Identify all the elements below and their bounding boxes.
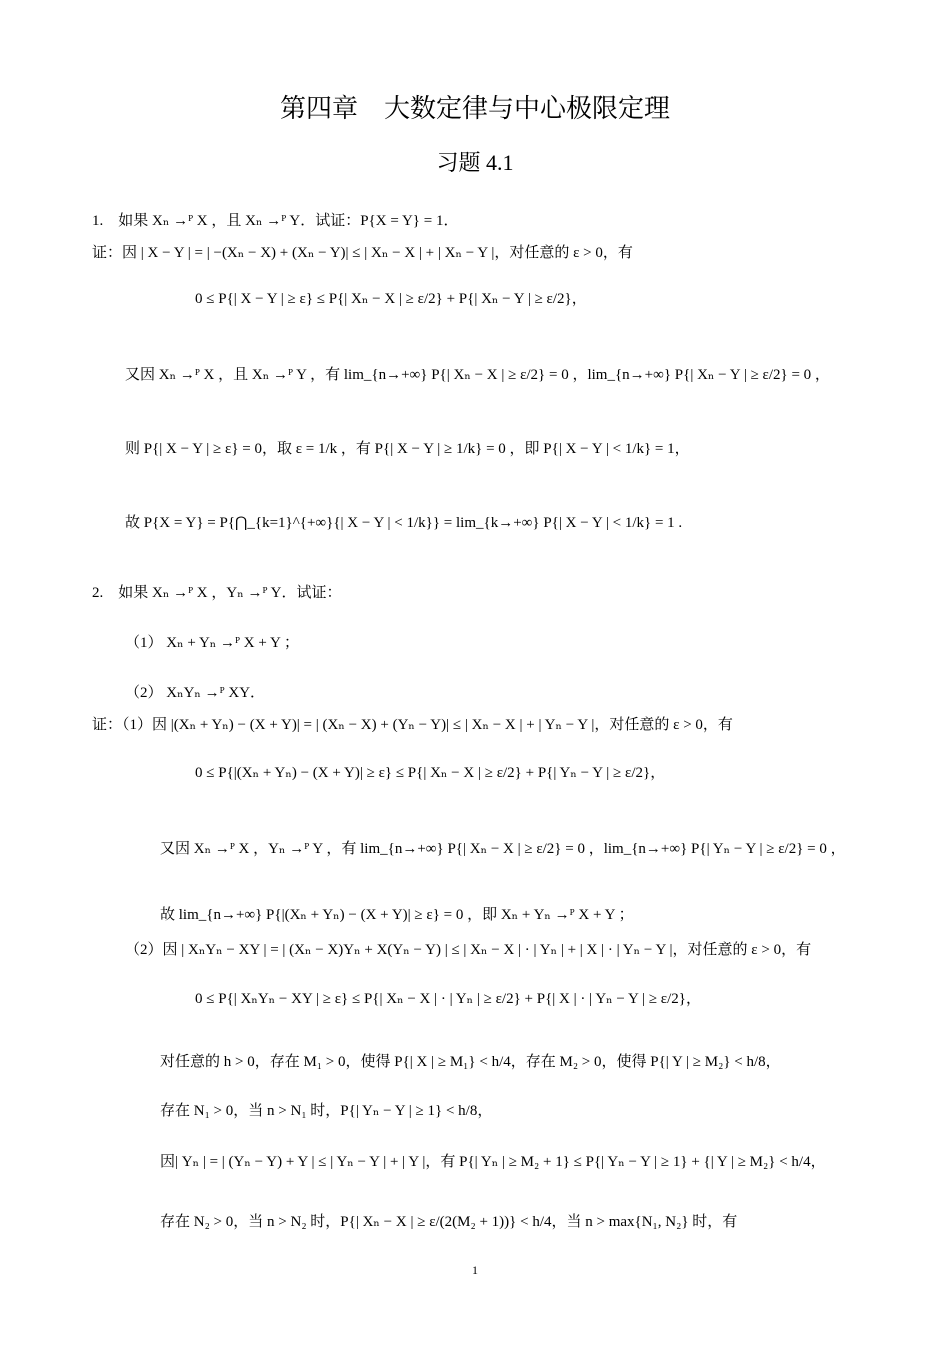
chapter-title: 第四章 大数定律与中心极限定理: [279, 94, 670, 123]
proof-2-line-10: 存在 N₂ > 0，当 n > N₂ 时，P{| Xₙ − X | ≥ ε/(2(M₂ + 1))} < h/4，当 n > max{N₁, N₂} 时，有: [160, 1214, 738, 1230]
proof-2-line-4: 故 lim_{n→+∞} P{|(Xₙ + Yₙ) − (X + Y)| ≥ ε} = 0 ，即 Xₙ + Yₙ →ᴾ X + Y ；: [160, 907, 634, 923]
problem-2-part-1: （1） Xₙ + Yₙ →ᴾ X + Y ；: [125, 635, 300, 651]
proof-2-line-5: （2）因 | XₙYₙ − XY | = | (Xₙ − X)Yₙ + X(Yₙ − Y) | ≤ | Xₙ − X | · | Yₙ | + | X | · | Yₙ − Y |，对任意的 ε > 0，有: [125, 942, 812, 958]
page-number: 1: [472, 1263, 478, 1277]
proof-2-line-3: 又因 Xₙ →ᴾ X ，Yₙ →ᴾ Y ，有 lim_{n→+∞} P{| Xₙ − X | ≥ ε/2} = 0 ，lim_{n→+∞} P{| Yₙ − Y | ≥ ε/2} = 0 ，: [160, 841, 846, 857]
proof-1-line-3: 又因 Xₙ →ᴾ X ，且 Xₙ →ᴾ Y ，有 lim_{n→+∞} P{| Xₙ − X | ≥ ε/2} = 0 ，lim_{n→+∞} P{| Xₙ − Y | ≥ ε/2} = 0 ，: [125, 367, 830, 383]
proof-2-line-7: 对任意的 h > 0，存在 M₁ > 0，使得 P{| X | ≥ M₁} < h/4，存在 M₂ > 0，使得 P{| Y | ≥ M₂} < h/8，: [160, 1054, 781, 1070]
proof-2-line-1: 证：（1）因 |(Xₙ + Yₙ) − (X + Y)| = | (Xₙ − X) + (Yₙ − Y)| ≤ | Xₙ − X | + | Yₙ − Y |，对任意的 ε > 0，有: [92, 717, 733, 733]
problem-2-statement: 2. 如果 Xₙ →ᴾ X ，Yₙ →ᴾ Y．试证：: [92, 585, 342, 601]
proof-1-line-5: 故 P{X = Y} = P{⋂_{k=1}^{+∞}{| X − Y | < 1/k}} = lim_{k→+∞} P{| X − Y | < 1/k} = 1 .: [125, 515, 683, 531]
proof-2-line-9: 因| Yₙ | = | (Yₙ − Y) + Y | ≤ | Yₙ − Y | + | Y |，有 P{| Yₙ | ≥ M₂ + 1} ≤ P{| Yₙ − Y | ≥ 1} + {| Y | ≥ M₂} < h/4，: [160, 1154, 826, 1170]
proof-2-line-8: 存在 N₁ > 0，当 n > N₁ 时，P{| Yₙ − Y | ≥ 1} < h/8，: [160, 1103, 493, 1119]
proof-1-line-4: 则 P{| X − Y | ≥ ε} = 0，取 ε = 1/k ，有 P{| X − Y | ≥ 1/k} = 0 ，即 P{| X − Y | < 1/k} = 1，: [125, 441, 690, 457]
section-title: 习题 4.1: [436, 150, 514, 175]
proof-2-line-2: 0 ≤ P{|(Xₙ + Yₙ) − (X + Y)| ≥ ε} ≤ P{| Xₙ − X | ≥ ε/2} + P{| Yₙ − Y | ≥ ε/2}，: [195, 765, 666, 781]
proof-2-line-6: 0 ≤ P{| XₙYₙ − XY | ≥ ε} ≤ P{| Xₙ − X | · | Yₙ | ≥ ε/2} + P{| X | · | Yₙ − Y | ≥ ε/2}，: [195, 991, 701, 1007]
problem-1-statement: 1. 如果 Xₙ →ᴾ X ，且 Xₙ →ᴾ Y．试证：P{X = Y} = 1．: [92, 213, 459, 229]
problem-2-part-2: （2） XₙYₙ →ᴾ XY．: [125, 685, 266, 701]
proof-1-line-2: 0 ≤ P{| X − Y | ≥ ε} ≤ P{| Xₙ − X | ≥ ε/2} + P{| Xₙ − Y | ≥ ε/2}，: [195, 291, 587, 307]
proof-1-line-1: 证：因 | X − Y | = | −(Xₙ − X) + (Xₙ − Y)| ≤ | Xₙ − X | + | Xₙ − Y |，对任意的 ε > 0，有: [92, 245, 633, 261]
